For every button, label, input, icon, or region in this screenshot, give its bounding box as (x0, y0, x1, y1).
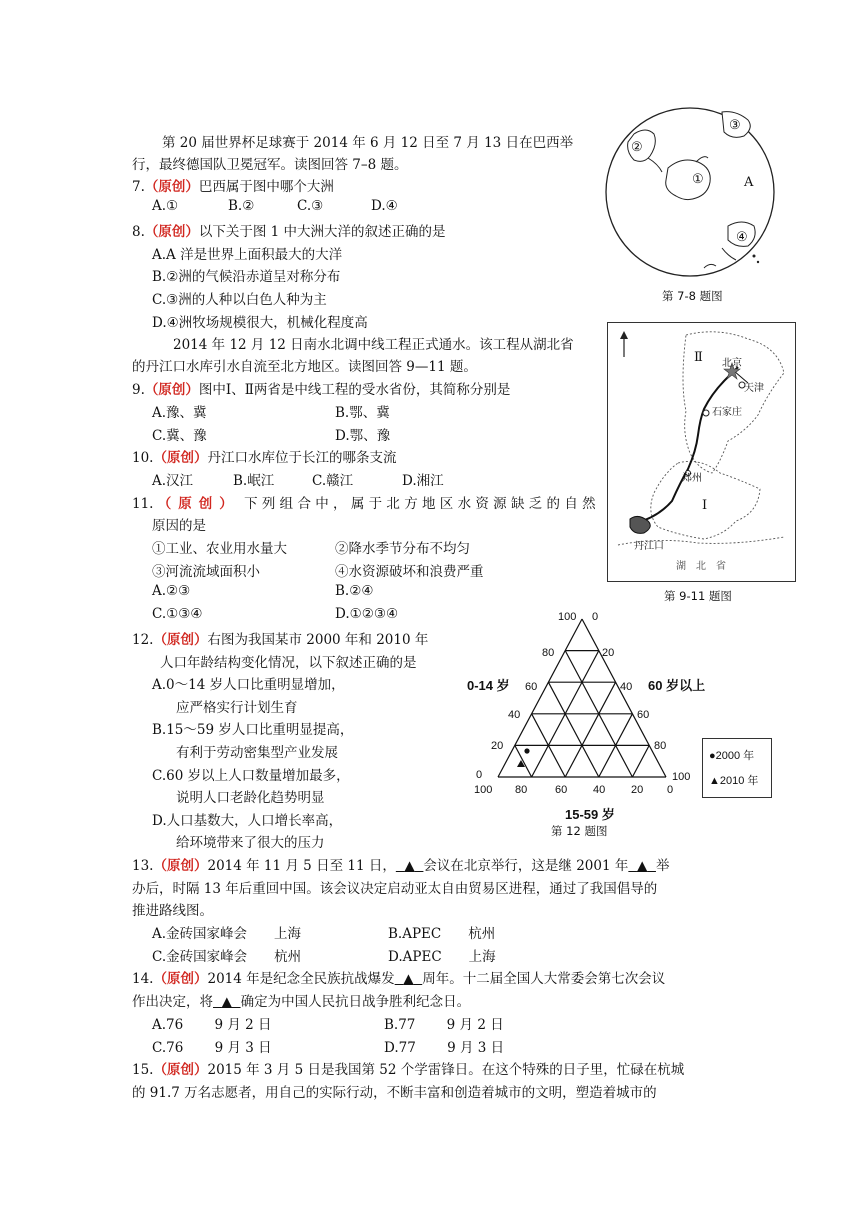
ocean-a-label: A (744, 175, 754, 190)
q9-num: 9. (132, 382, 145, 398)
dot-icon: ● (709, 750, 716, 762)
q11-option-b: B.②④ (335, 583, 374, 599)
bottom-tick-20: 20 (631, 784, 644, 796)
right-tick-80: 80 (654, 740, 667, 752)
q14-option-d: D.77 9 月 3 日 (384, 1040, 505, 1056)
q11-stem-2: 原因的是 (152, 518, 206, 534)
q8-option-c: C.③洲的人种以白色人种为主 (152, 292, 327, 308)
q12-option-b2: 有利于劳动密集型产业发展 (176, 745, 338, 761)
q13-line3: 推进路线图。 (132, 903, 213, 919)
legend-label-2010: 2010 年 (719, 775, 759, 787)
q12-stem (132, 628, 428, 648)
q8-option-a: A.A 洋是世界上面积最大的大洋 (152, 247, 343, 263)
right-tick-20: 20 (602, 647, 615, 659)
q15-text: 2015 年 3 月 5 日是我国第 52 个学雷锋日。在这个特殊的日子里，忙碌在杭城 (207, 1062, 685, 1078)
q12-option-a2: 应严格实行计划生育 (176, 700, 298, 716)
q11-tag: （原创） (157, 496, 240, 512)
figure-9-11-caption: 第 9-11 题图 (664, 589, 732, 603)
q10-num: 10. (132, 450, 154, 466)
province-1-label: Ⅰ (702, 498, 708, 513)
q12-num: 12. (132, 632, 154, 648)
grid-line (632, 745, 649, 777)
legend-box (702, 738, 772, 798)
triangle-icon: ▲ (709, 775, 720, 787)
q7-text: 巴西属于图中哪个大洲 (198, 179, 334, 195)
grid-line (565, 682, 615, 777)
q15-tag: （原创） (153, 1062, 208, 1078)
q14-tag: （原创） (153, 971, 208, 987)
bottom-axis-label: 15-59 岁 (565, 807, 615, 822)
q14-text-a: 2014 年是纪念全民族抗战爆发 (207, 971, 395, 987)
bottom-tick-40: 40 (593, 784, 606, 796)
q12-option-a1: A.0～14 岁人口比重明显增加， (152, 677, 345, 693)
q14-blank-1: ▲ (403, 971, 414, 987)
q9-option-b: B.鄂、冀 (335, 405, 390, 421)
figure-12 (462, 605, 778, 841)
q14-blank-2: ▲ (221, 994, 232, 1010)
q8-text: 以下关于图 1 中大洲大洋的叙述正确的是 (198, 224, 446, 240)
q9-option-d: D.鄂、豫 (335, 428, 391, 444)
figure-7-8 (604, 98, 776, 294)
continent-3-label: ③ (729, 118, 741, 133)
triangle-edge-right (582, 619, 666, 777)
q11-option-d: D.①②③④ (335, 606, 399, 622)
left-axis-label: 0-14 岁 (467, 678, 510, 693)
q14-line1 (132, 967, 665, 987)
intro2-line2: 的丹江口水库引水自流至北方地区。读图回答 9—11 题。 (132, 359, 477, 375)
q11-option-a: A.②③ (152, 583, 191, 599)
bottom-tick-0: 0 (667, 784, 674, 796)
q10-option-b: B.岷江 (233, 473, 275, 489)
legend-label-2000: 2000 年 (715, 750, 755, 762)
left-tick-60: 60 (525, 681, 538, 693)
q13-option-d: D.APEC 上海 (388, 949, 496, 965)
intro1-line2: 行，最终德国队卫冕冠军。读图回答 7–8 题。 (132, 157, 408, 173)
grid-line (548, 682, 598, 777)
right-axis-label: 60 岁以上 (648, 678, 706, 693)
q7-option-a: A.① (152, 198, 179, 214)
q14-text-b: 周年。十二届全国人大常委会第七次会议 (422, 971, 666, 987)
figure-9-11 (607, 322, 796, 582)
q11-option-c: C.①③④ (152, 606, 203, 622)
polar-map (604, 98, 776, 294)
q7-option-c: C.③ (297, 198, 324, 214)
q12-option-d1: D.人口基数大，人口增长率高， (152, 813, 343, 829)
marker-2000 (524, 748, 529, 753)
right-tick-0: 0 (592, 611, 599, 623)
q8-stem (132, 220, 446, 240)
figure-12-caption: 第 12 题图 (551, 824, 608, 838)
bottom-tick-60: 60 (555, 784, 568, 796)
q8-option-b: B.②洲的气候沿赤道呈对称分布 (152, 269, 341, 285)
q7-tag: （原创） (144, 179, 199, 195)
bottom-tick-100: 100 (474, 784, 493, 796)
q13-blank-2: ▲ (636, 858, 648, 874)
q14-option-b: B.77 9 月 2 日 (384, 1017, 504, 1033)
q10-stem (132, 446, 396, 466)
continent-1-label: ① (692, 172, 704, 187)
figure-7-8-caption: 第 7-8 题图 (662, 289, 723, 303)
q13-text-b: 会议在北京举行，这是继 2001 年 (423, 858, 629, 874)
q15-line2: 的 91.7 万名志愿者，用自己的实际行动，不断丰富和创造着城市的文明，塑造着城市的 (132, 1085, 657, 1101)
q9-stem (132, 378, 510, 398)
q12-option-b1: B.15～59 岁人口比重明显提高， (152, 722, 354, 738)
continent-2-label: ② (631, 140, 643, 155)
q9-tag: （原创） (144, 382, 199, 398)
q11-stem (132, 492, 596, 512)
q14-option-a: A.76 9 月 2 日 (152, 1017, 272, 1033)
left-tick-100: 100 (558, 611, 577, 623)
q13-text-c: 举 (655, 858, 670, 874)
q13-line1 (132, 854, 669, 874)
left-tick-80: 80 (542, 647, 555, 659)
right-tick-60: 60 (637, 709, 650, 721)
q7-option-d: D.④ (371, 198, 398, 214)
q11-item-2: ②降水季节分布不均匀 (335, 541, 470, 557)
legend-item-2000 (709, 747, 754, 763)
zhengzhou-label: 郑州 (682, 473, 702, 484)
ternary-grid (462, 605, 778, 841)
q13-tag: （原创） (153, 858, 208, 874)
intro1-line1: 第 20 届世界杯足球赛于 2014 年 6 月 12 日至 7 月 13 日在巴西举 (162, 135, 574, 151)
q10-tag: （原创） (153, 450, 208, 466)
q12-tag: （原创） (153, 632, 208, 648)
intro2-line1: 2014 年 12 月 12 日南水北调中线工程正式通水。该工程从湖北省 (173, 337, 574, 353)
q8-num: 8. (132, 224, 145, 240)
q11-num: 11. (132, 496, 154, 512)
q12-stem-2: 人口年龄结构变化情况，以下叙述正确的是 (160, 655, 417, 671)
q7-stem (132, 175, 334, 195)
beijing-label: 北京 (722, 358, 742, 369)
q14-line2 (132, 990, 470, 1010)
q12-text: 右图为我国某市 2000 年和 2010 年 (207, 632, 429, 648)
q7-num: 7. (132, 179, 145, 195)
q10-option-d: D.湘江 (402, 473, 444, 489)
right-tick-100: 100 (672, 771, 691, 783)
q14-text-d: 确定为中国人民抗日战争胜利纪念日。 (240, 994, 471, 1010)
shijiazhuang-label: 石家庄 (712, 407, 742, 418)
danjiangkou-label: 丹江口 (634, 541, 664, 552)
q13-option-c: C.金砖国家峰会 杭州 (152, 949, 302, 965)
q13-text-a: 2014 年 11 月 5 日至 11 日， (207, 858, 396, 874)
q13-option-a: A.金砖国家峰会 上海 (152, 926, 302, 942)
left-tick-20: 20 (491, 740, 504, 752)
q14-text-c: 作出决定，将 (132, 994, 213, 1010)
triangle-edge-left (498, 619, 582, 777)
q7-option-b: B.② (228, 198, 255, 214)
q15-num: 15. (132, 1062, 154, 1078)
q10-text: 丹江口水库位于长江的哪条支流 (207, 450, 397, 466)
q13-num: 13. (132, 858, 154, 874)
q9-option-c: C.冀、豫 (152, 428, 207, 444)
q10-option-a: A.汉江 (152, 473, 194, 489)
legend-item-2010 (709, 772, 758, 788)
bottom-tick-80: 80 (515, 784, 528, 796)
hubei-label: 湖 北 省 (676, 561, 726, 572)
q13-option-b: B.APEC 杭州 (388, 926, 496, 942)
q14-num: 14. (132, 971, 154, 987)
q8-option-d: D.④洲牧场规模很大，机械化程度高 (152, 315, 368, 331)
continent-4-label: ④ (736, 230, 748, 245)
q12-option-d2: 给环境带来了很大的压力 (176, 835, 325, 851)
right-tick-40: 40 (620, 681, 633, 693)
q12-option-c1: C.60 岁以上人口数量增加最多， (152, 768, 350, 784)
q9-option-a: A.豫、冀 (152, 405, 207, 421)
q11-text: 下 列 组 合 中 ， 属 于 北 方 地 区 水 资 源 缺 乏 的 自 然 (244, 496, 596, 512)
left-tick-40: 40 (508, 709, 521, 721)
q13-blank-1: ▲ (404, 858, 415, 874)
q10-option-c: C.赣江 (312, 473, 354, 489)
q14-option-c: C.76 9 月 3 日 (152, 1040, 272, 1056)
q11-item-4: ④水资源破坏和浪费严重 (335, 564, 484, 580)
q11-item-3: ③河流流域面积小 (152, 564, 260, 580)
q8-tag: （原创） (144, 224, 199, 240)
q13-line2: 办后，时隔 13 年后重回中国。该会议决定启动亚太自由贸易区进程，通过了我国倡导的 (132, 881, 658, 897)
q15-line1 (132, 1058, 684, 1078)
province-2-label: Ⅱ (694, 350, 703, 365)
q9-text: 图中Ⅰ、Ⅱ两省是中线工程的受水省份，其简称分别是 (198, 382, 511, 398)
q12-option-c2: 说明人口老龄化趋势明显 (176, 790, 325, 806)
left-tick-0: 0 (476, 769, 483, 781)
q11-item-1: ①工业、农业用水量大 (152, 541, 287, 557)
tianjin-label: 天津 (744, 383, 764, 394)
